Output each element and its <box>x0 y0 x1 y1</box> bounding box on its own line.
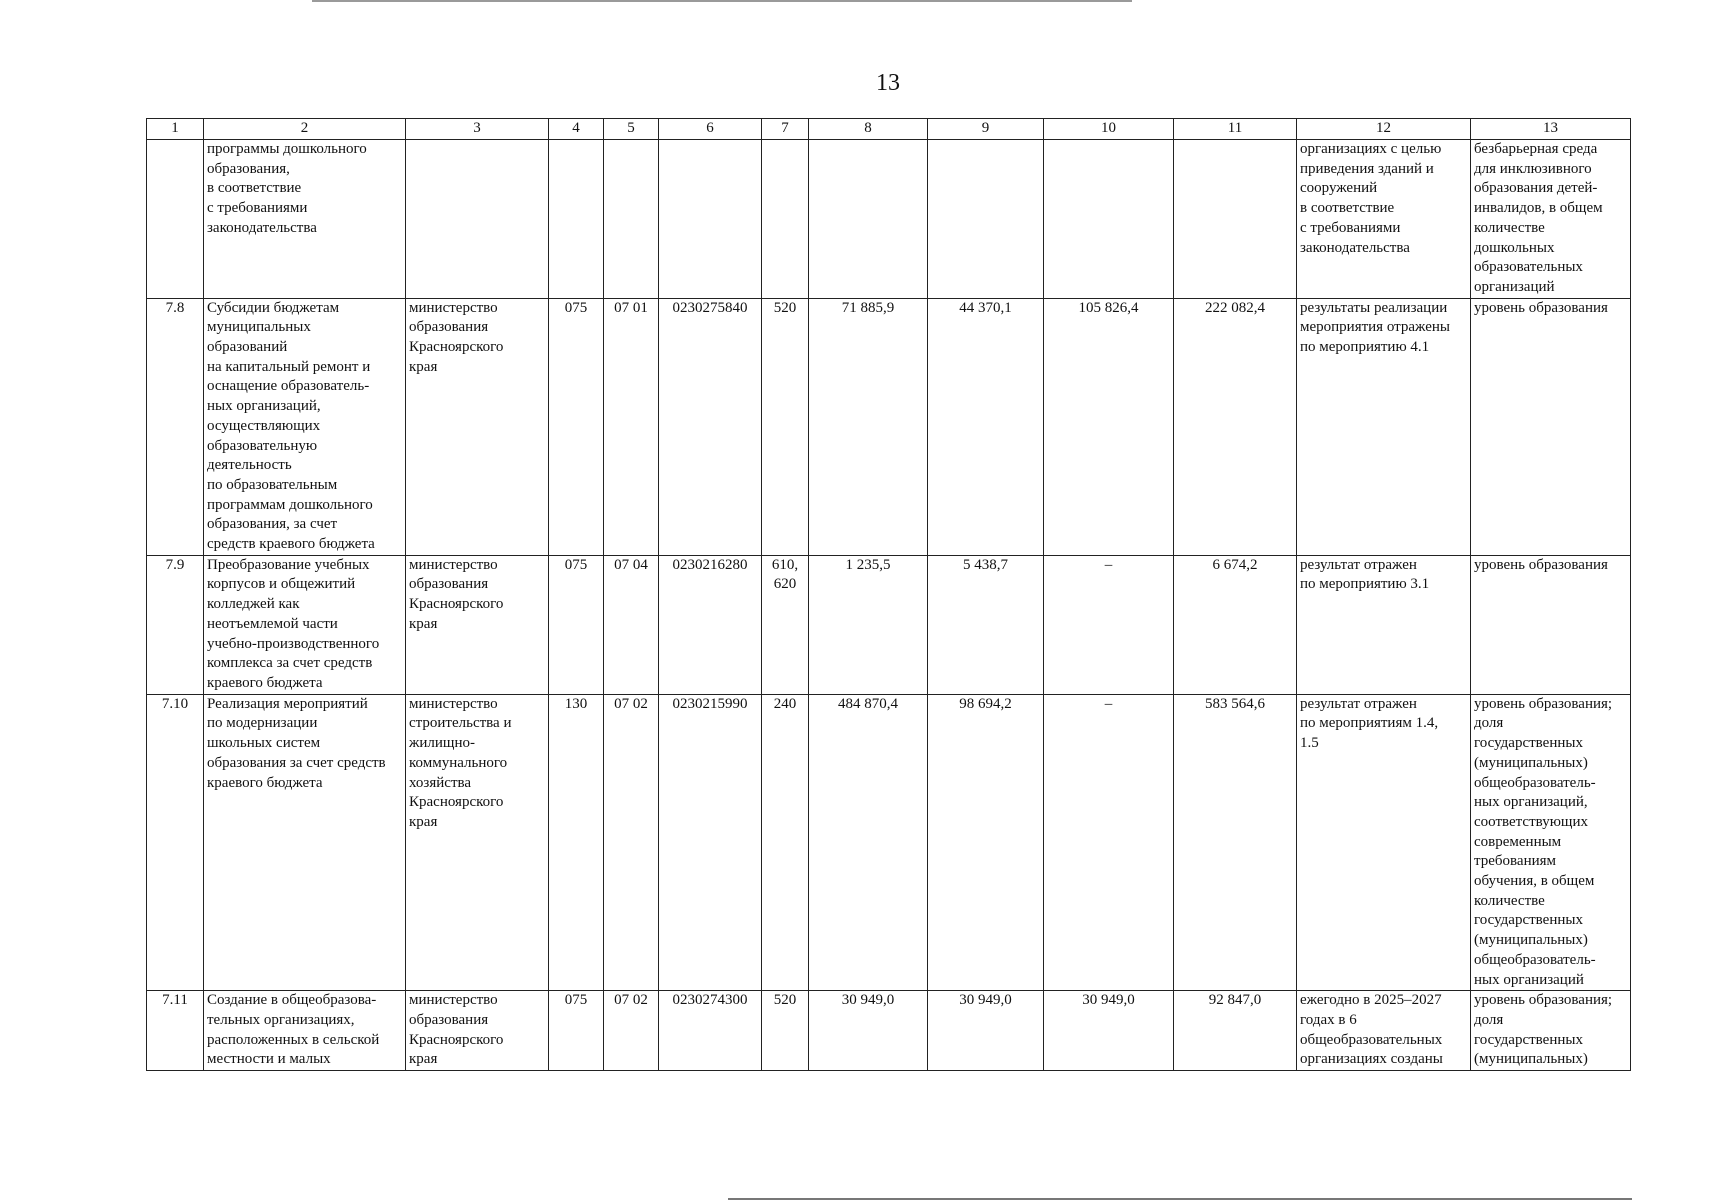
expected-result: результат отражен по мероприятию 3.1 <box>1297 555 1471 694</box>
vr-code: 520 <box>762 991 809 1071</box>
column-header: 12 <box>1297 119 1471 140</box>
measure-name: Субсидии бюджетам муниципальных образований на капитальный ремонт и оснащение образователь- ных организаций, осуществляющих образовательную деятельность по образовательным программам дошкольного образования, за счет средств краевого бюджета <box>204 298 406 555</box>
amount-total: 6 674,2 <box>1174 555 1297 694</box>
csr-code: 0230216280 <box>659 555 762 694</box>
page-number: 13 <box>876 70 900 96</box>
target-indicator: уровень образования <box>1471 555 1631 694</box>
csr-code: 0230274300 <box>659 991 762 1071</box>
row-number: 7.8 <box>147 298 204 555</box>
amount-2027: 30 949,0 <box>1044 991 1174 1071</box>
table-row <box>147 991 1631 1071</box>
expected-result: результат отражен по мероприятиям 1.4, 1.5 <box>1297 694 1471 991</box>
executor: министерство образования Красноярского края <box>406 298 549 555</box>
csr-code: 0230215990 <box>659 694 762 991</box>
column-header: 4 <box>549 119 604 140</box>
amount-2027: 105 826,4 <box>1044 298 1174 555</box>
vr-code: 520 <box>762 298 809 555</box>
top-scan-rule <box>312 0 1132 2</box>
column-header: 13 <box>1471 119 1631 140</box>
table-row <box>147 555 1631 694</box>
executor: министерство строительства и жилищно- коммунального хозяйства Красноярского края <box>406 694 549 991</box>
column-header: 11 <box>1174 119 1297 140</box>
column-header: 9 <box>928 119 1044 140</box>
amount-2026: 5 438,7 <box>928 555 1044 694</box>
amount-2027 <box>1044 140 1174 299</box>
rzpr-code: 07 04 <box>604 555 659 694</box>
amount-2025: 30 949,0 <box>809 991 928 1071</box>
grbs-code: 075 <box>549 991 604 1071</box>
target-indicator: уровень образования; доля государственных (муниципальных) общеобразователь- ных организаций, соответствующих современным требованиям обучения, в общем количестве государственных (муниципальных) общеобразователь- ных организаций <box>1471 694 1631 991</box>
row-number: 7.11 <box>147 991 204 1071</box>
row-number <box>147 140 204 299</box>
grbs-code <box>549 140 604 299</box>
column-header: 6 <box>659 119 762 140</box>
measure-name: Преобразование учебных корпусов и общежитий колледжей как неотъемлемой части учебно-производственного комплекса за счет средств краевого бюджета <box>204 555 406 694</box>
expected-result: организациях с целью приведения зданий и сооружений в соответствие с требованиями законодательства <box>1297 140 1471 299</box>
amount-total: 583 564,6 <box>1174 694 1297 991</box>
grbs-code: 130 <box>549 694 604 991</box>
table-row <box>147 140 1631 299</box>
executor: министерство образования Красноярского края <box>406 991 549 1071</box>
column-header: 3 <box>406 119 549 140</box>
amount-total: 92 847,0 <box>1174 991 1297 1071</box>
amount-2026 <box>928 140 1044 299</box>
column-header: 8 <box>809 119 928 140</box>
amount-2027: – <box>1044 694 1174 991</box>
vr-code: 240 <box>762 694 809 991</box>
amount-2026: 30 949,0 <box>928 991 1044 1071</box>
rzpr-code <box>604 140 659 299</box>
amount-2025: 71 885,9 <box>809 298 928 555</box>
column-header: 7 <box>762 119 809 140</box>
executor: министерство образования Красноярского края <box>406 555 549 694</box>
target-indicator: уровень образования <box>1471 298 1631 555</box>
amount-2026: 98 694,2 <box>928 694 1044 991</box>
grbs-code: 075 <box>549 555 604 694</box>
row-number: 7.9 <box>147 555 204 694</box>
rzpr-code: 07 02 <box>604 694 659 991</box>
table-row <box>147 298 1631 555</box>
amount-2027: – <box>1044 555 1174 694</box>
amount-2025 <box>809 140 928 299</box>
program-measures-table <box>146 118 1631 1071</box>
target-indicator: уровень образования; доля государственных (муниципальных) <box>1471 991 1631 1071</box>
measure-name: Реализация мероприятий по модернизации школьных систем образования за счет средств краевого бюджета <box>204 694 406 991</box>
grbs-code: 075 <box>549 298 604 555</box>
amount-2026: 44 370,1 <box>928 298 1044 555</box>
vr-code: 610, 620 <box>762 555 809 694</box>
expected-result: ежегодно в 2025–2027 годах в 6 общеобразовательных организациях созданы <box>1297 991 1471 1071</box>
column-header: 2 <box>204 119 406 140</box>
amount-total <box>1174 140 1297 299</box>
rzpr-code: 07 01 <box>604 298 659 555</box>
measure-name: Создание в общеобразова- тельных организациях, расположенных в сельской местности и малых <box>204 991 406 1071</box>
amount-2025: 1 235,5 <box>809 555 928 694</box>
csr-code: 0230275840 <box>659 298 762 555</box>
column-header: 10 <box>1044 119 1174 140</box>
measure-name: программы дошкольного образования, в соответствие с требованиями законодательства <box>204 140 406 299</box>
table-row <box>147 694 1631 991</box>
column-header: 5 <box>604 119 659 140</box>
vr-code <box>762 140 809 299</box>
expected-result: результаты реализации мероприятия отражены по мероприятию 4.1 <box>1297 298 1471 555</box>
rzpr-code: 07 02 <box>604 991 659 1071</box>
column-header: 1 <box>147 119 204 140</box>
amount-total: 222 082,4 <box>1174 298 1297 555</box>
target-indicator: безбарьерная среда для инклюзивного образования детей- инвалидов, в общем количестве дошкольных образовательных организаций <box>1471 140 1631 299</box>
row-number: 7.10 <box>147 694 204 991</box>
csr-code <box>659 140 762 299</box>
amount-2025: 484 870,4 <box>809 694 928 991</box>
column-number-row <box>147 119 1631 140</box>
executor <box>406 140 549 299</box>
